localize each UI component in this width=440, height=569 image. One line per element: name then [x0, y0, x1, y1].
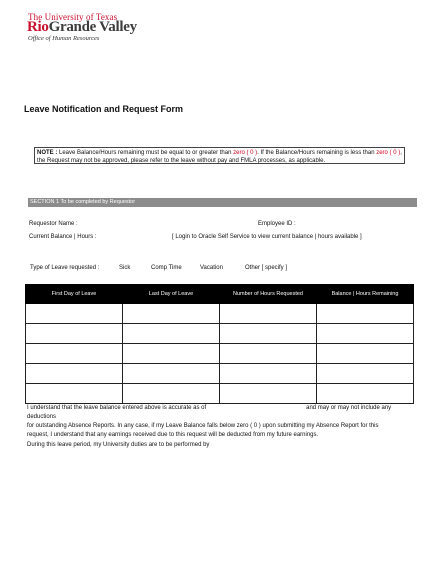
acknowledgement-paragraph	[27, 404, 417, 440]
ack-text-3: for outstanding Absence Reports. In any case, if my Leave Balance falls below zero ( 0 ) upon submitting my Absence Report for this	[27, 423, 379, 429]
table-cell[interactable]	[123, 384, 220, 404]
duties-paragraph: During this leave period, my University duties are to be performed by	[27, 442, 210, 448]
table-row	[26, 324, 414, 344]
table-cell[interactable]	[220, 344, 317, 364]
table-cell[interactable]	[123, 344, 220, 364]
note-zero-2: zero ( 0 )	[376, 150, 401, 156]
header-last-day: Last Day of Leave	[123, 285, 220, 304]
type-of-leave-label: Type of Leave requested :	[30, 265, 100, 271]
table-cell[interactable]	[317, 384, 414, 404]
table-cell[interactable]	[220, 324, 317, 344]
table-row	[26, 344, 414, 364]
current-balance-label: Current Balance | Hours :	[29, 234, 97, 240]
table-header-row	[26, 285, 414, 304]
ack-text-1: I understand that the leave balance entered above is accurate as of	[27, 405, 207, 411]
table-cell[interactable]	[26, 324, 123, 344]
logo-sub-text: Office of Human Resources	[28, 35, 100, 42]
section-1-header: SECTION 1 To be completed by Requestor	[28, 198, 417, 207]
table-cell[interactable]	[26, 384, 123, 404]
leave-option-comp-time[interactable]: Comp Time	[151, 265, 182, 271]
requestor-name-label: Requestor Name :	[29, 221, 78, 227]
note-text-2: . If the Balance/Hours remaining is less than	[257, 150, 377, 156]
leave-dates-table	[25, 284, 414, 404]
table-cell[interactable]	[317, 344, 414, 364]
table-cell[interactable]	[317, 364, 414, 384]
note-text-1: Leave Balance/Hours remaining must be equal to or greater than	[57, 150, 234, 156]
table-cell[interactable]	[220, 384, 317, 404]
note-text-3: , the Request may not be approved, please refer to the leave without pay and FMLA processes, as applicable.	[37, 150, 402, 164]
table-cell[interactable]	[123, 304, 220, 324]
header-balance-remaining: Balance | Hours Remaining	[317, 285, 414, 304]
login-hint: [ Login to Oracle Self Service to view current balance | hours available ]	[172, 234, 362, 240]
table-row	[26, 304, 414, 324]
ack-text-4: request, I understand that any earnings received due to this request will be deducted from my future earnings.	[27, 432, 319, 438]
note-box	[34, 147, 405, 164]
logo-top-line: The University of Texas	[28, 12, 118, 22]
ack-text-2: and may or may not include any deductions	[27, 405, 392, 420]
table-row	[26, 384, 414, 404]
table-cell[interactable]	[26, 364, 123, 384]
table-cell[interactable]	[317, 324, 414, 344]
table-cell[interactable]	[123, 324, 220, 344]
table-cell[interactable]	[220, 364, 317, 384]
header-hours-requested: Number of Hours Requested	[220, 285, 317, 304]
header-first-day: First Day of Leave	[26, 285, 123, 304]
table-cell[interactable]	[26, 344, 123, 364]
employee-id-label: Employee ID :	[258, 221, 296, 227]
note-zero-1: zero ( 0 )	[233, 150, 258, 156]
logo-main-text	[27, 19, 137, 36]
note-label: NOTE :	[37, 150, 58, 156]
table-cell[interactable]	[220, 304, 317, 324]
leave-option-vacation[interactable]: Vacation	[200, 265, 223, 271]
table-row	[26, 364, 414, 384]
table-cell[interactable]	[26, 304, 123, 324]
table-cell[interactable]	[317, 304, 414, 324]
logo-main-prefix: Rio	[27, 19, 49, 35]
form-title: Leave Notification and Request Form	[24, 104, 184, 114]
leave-option-sick[interactable]: Sick	[119, 265, 131, 271]
logo-main-rest: Grande Valley	[48, 19, 137, 35]
table-cell[interactable]	[123, 364, 220, 384]
leave-option-other[interactable]: Other [ specify ]	[245, 265, 288, 271]
